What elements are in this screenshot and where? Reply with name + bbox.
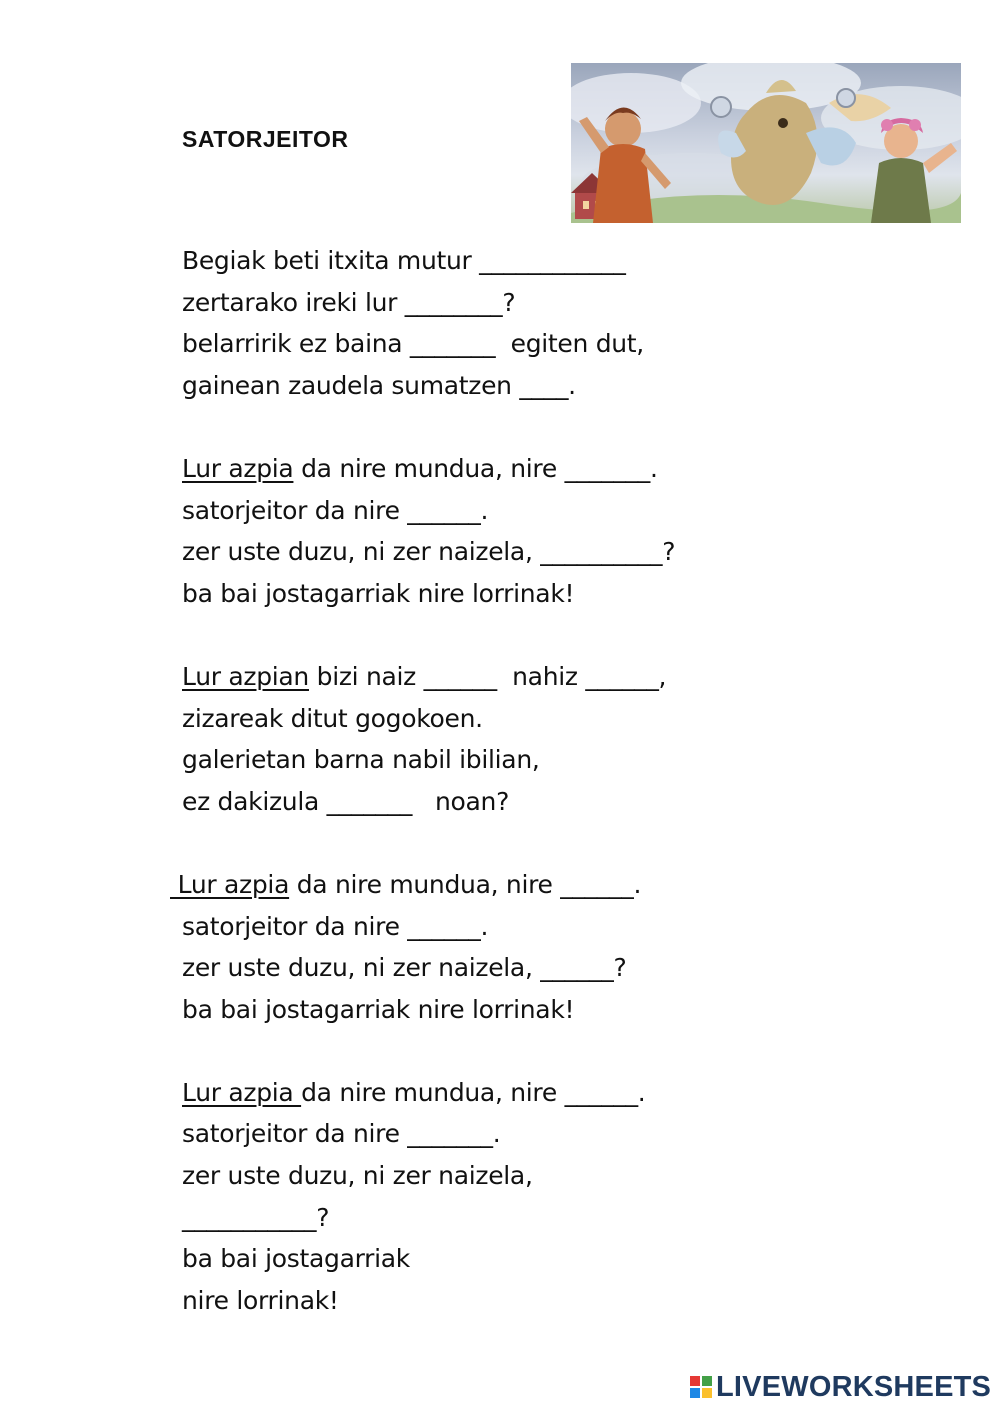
stanza-gap [182,1030,962,1072]
liveworksheets-brand [690,1372,991,1402]
poem-line: gainean zaudela sumatzen ____. [182,370,576,400]
poem-line: ez dakizula _______ noan? [182,786,510,816]
underlined-phrase: Lur azpia [182,1077,302,1107]
poem-line: satorjeitor da nire ______. [182,495,489,525]
stanza-gap [182,406,962,448]
poem-line-rest: bizi naiz ______ nahiz ______, [308,661,667,691]
poem-line: ba bai jostagarriak nire lorrinak! [182,578,575,608]
poem-text [170,240,962,1321]
poem-line [170,864,962,906]
underlined-phrase: Lur azpian [182,661,309,691]
poem-line: zizareak ditut gogokoen. [182,703,483,733]
cartoon-illustration [571,63,961,223]
poem-line-rest: da nire mundua, nire _______. [293,453,658,483]
poem-line: satorjeitor da nire _______. [182,1119,501,1149]
underlined-phrase: Lur azpia [170,869,290,899]
poem-line: zer uste duzu, ni zer naizela, [182,1161,533,1191]
underlined-phrase: Lur azpia [182,453,294,483]
logo-square-yellow [702,1388,712,1398]
cartoon-scene-image [571,63,961,223]
poem-line [182,656,962,698]
poem-line: Begiak beti itxita mutur ____________ [182,246,626,275]
logo-square-green [702,1376,712,1386]
liveworksheets-logo-icon [690,1376,712,1398]
brand-name: LIVEWORKSHEETS [716,1370,992,1403]
poem-line: zertarako ireki lur ________? [182,287,516,317]
poem-line: nire lorrinak! [182,1285,339,1315]
logo-square-red [690,1376,700,1386]
poem-line [182,1072,962,1114]
poem-line: galerietan barna nabil ibilian, [182,745,540,775]
stanza-gap [182,614,962,656]
poem-line: zer uste duzu, ni zer naizela, __________? [182,537,676,567]
worksheet-title: SATORJEITOR [182,126,349,152]
poem-line: satorjeitor da nire ______. [182,911,489,941]
logo-square-blue [690,1388,700,1398]
poem-line: zer uste duzu, ni zer naizela, ______? [182,953,627,983]
poem-line: ba bai jostagarriak [182,1244,410,1274]
poem-line: belarririk ez baina _______ egiten dut, [182,329,644,359]
poem-line-rest: da nire mundua, nire ______. [289,869,642,899]
poem-line: ba bai jostagarriak nire lorrinak! [182,994,575,1024]
poem-line: ___________? [182,1202,330,1232]
stanza-gap [182,822,962,864]
poem-line-rest: da nire mundua, nire ______. [301,1077,646,1107]
poem-line [182,448,962,490]
